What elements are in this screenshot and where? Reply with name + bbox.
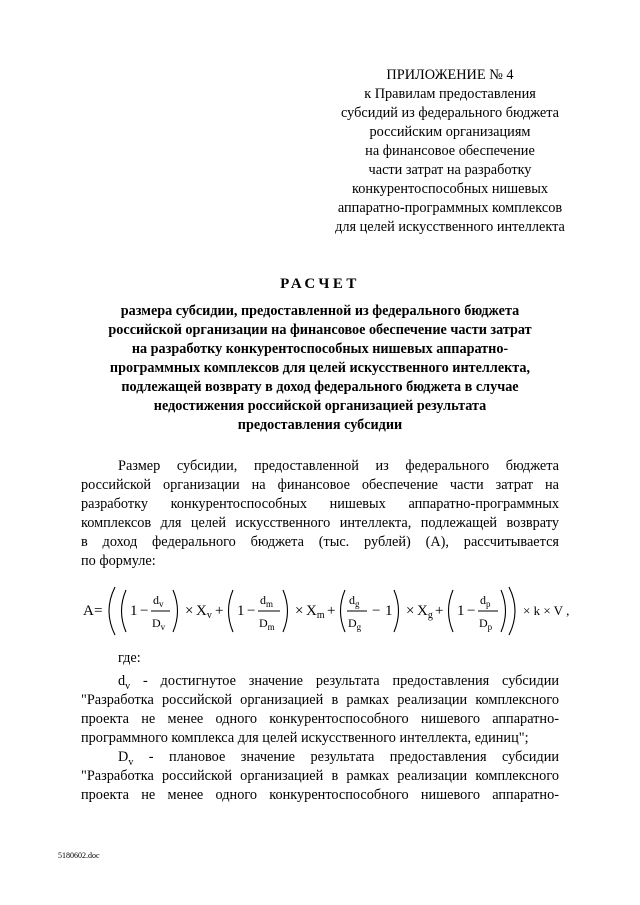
appendix-line: для целей искусственного интеллекта (335, 219, 565, 235)
subtitle-line: размера субсидии, предоставленной из федерального бюджета (120, 303, 520, 319)
document-subtitle (80, 302, 560, 435)
plus-sign: + (327, 603, 336, 619)
paren-right (501, 590, 506, 632)
formula-equals: = (94, 603, 103, 619)
paren-left (449, 590, 454, 632)
file-name-footer: 5180602.doc (58, 851, 100, 860)
paragraph-line: разработку конкурентоспособных нишевых аппаратно-программных (81, 496, 559, 512)
paragraph-line: по формуле: (81, 553, 156, 569)
appendix-line: к Правилам предоставления (364, 86, 536, 102)
paragraph-line: комплексов для целей искусственного интеллекта, подлежащей возврату (81, 515, 559, 531)
paren-right (173, 590, 178, 632)
one-digit: 1 (130, 603, 138, 619)
appendix-line: на финансовое обеспечение (365, 143, 535, 159)
subtitle-line: на разработку конкурентоспособных нишевых аппаратно- (131, 341, 509, 357)
paragraph-line: в доход федерального бюджета (тыс. рублей) (А), рассчитывается (81, 534, 559, 550)
minus-sign: − (467, 603, 476, 619)
appendix-line: конкурентоспособных нишевых (351, 181, 549, 197)
definition-line: проекта не менее одного конкурентоспособного нишевого аппаратно- (81, 711, 559, 727)
times-sign: × (185, 603, 194, 619)
term4-num: $d_p$ (480, 593, 491, 609)
definition-dv (81, 672, 559, 748)
appendix-line: части затрат на разработку (368, 162, 532, 178)
term3-num: $d_g$ (349, 593, 360, 609)
appendix-line: российским организациям (369, 124, 531, 140)
paren-right (394, 590, 399, 632)
definition-line: программного комплекса для целей искусственного интеллекта, единиц"; (81, 730, 529, 746)
appendix-line: субсидий из федерального бюджета (340, 105, 560, 121)
formula-tail: × k × V , (523, 603, 570, 618)
definition-symbol: D (118, 749, 129, 765)
subsidy-formula (81, 580, 570, 640)
term3-den: $D_g$ (348, 616, 362, 632)
intro-paragraph (81, 457, 559, 571)
definition-Dv (81, 748, 559, 805)
paren-left (229, 590, 234, 632)
minus-sign: − (140, 603, 149, 619)
subtitle-line: программных комплексов для целей искусственного интеллекта, (109, 360, 531, 376)
definition-line: "Разработка российской организацией в рамках реализации комплексного (81, 768, 559, 784)
definition-subscript: v (128, 756, 134, 768)
term2-den: $D_m$ (259, 616, 275, 632)
term1-x: $X_v$ (196, 603, 212, 621)
plus-sign: + (215, 603, 224, 619)
definition-line (81, 672, 559, 691)
plus-sign: + (435, 603, 444, 619)
times-sign: × (406, 603, 415, 619)
subtitle-line: российской организации на финансовое обеспечение части затрат (108, 322, 532, 338)
definition-subscript: v (125, 680, 131, 692)
paragraph-line: Размер субсидии, предоставленной из федерального бюджета (118, 458, 559, 474)
one-digit: 1 (237, 603, 245, 619)
term2-num: $d_m$ (260, 593, 274, 609)
times-sign: × (295, 603, 304, 619)
minus-sign: − (372, 603, 381, 619)
term1-num: $d_v$ (153, 593, 164, 609)
definition-line: "Разработка российской организацией в рамках реализации комплексного (81, 692, 559, 708)
term4-den: $D_p$ (479, 616, 493, 632)
formula-lhs: A (83, 603, 94, 619)
paragraph-line: российской организации на финансовое обеспечение части затрат на (81, 477, 559, 493)
paren-left (122, 590, 127, 632)
definition-text: - плановое значение результата предоставления субсидии (133, 749, 559, 765)
subtitle-line: предоставления субсидии (237, 417, 403, 433)
one-digit: 1 (385, 603, 393, 619)
definition-line (81, 748, 559, 767)
appendix-block (300, 66, 600, 237)
where-label: где: (118, 650, 141, 666)
document-heading: РАСЧЕТ (280, 276, 360, 292)
term3-x: $X_g$ (417, 603, 433, 621)
minus-sign: − (247, 603, 256, 619)
one-digit: 1 (457, 603, 465, 619)
definition-text: - достигнутое значение результата предоставления субсидии (130, 673, 559, 689)
appendix-line: аппаратно-программных комплексов (337, 200, 563, 216)
outer-paren-right (509, 587, 515, 635)
term1-den: $D_v$ (152, 616, 166, 632)
definition-symbol: d (118, 673, 126, 689)
definition-line: проекта не менее одного конкурентоспособного нишевого аппаратно- (81, 787, 559, 803)
subtitle-line: подлежащей возврату в доход федерального бюджета в случае (121, 379, 519, 395)
term2-x: $X_m$ (306, 603, 325, 621)
paren-left (341, 590, 346, 632)
outer-paren-left (109, 587, 115, 635)
subtitle-line: недостижения российской организацией результата (153, 398, 487, 414)
paren-right (283, 590, 288, 632)
appendix-title: ПРИЛОЖЕНИЕ № 4 (386, 67, 514, 83)
